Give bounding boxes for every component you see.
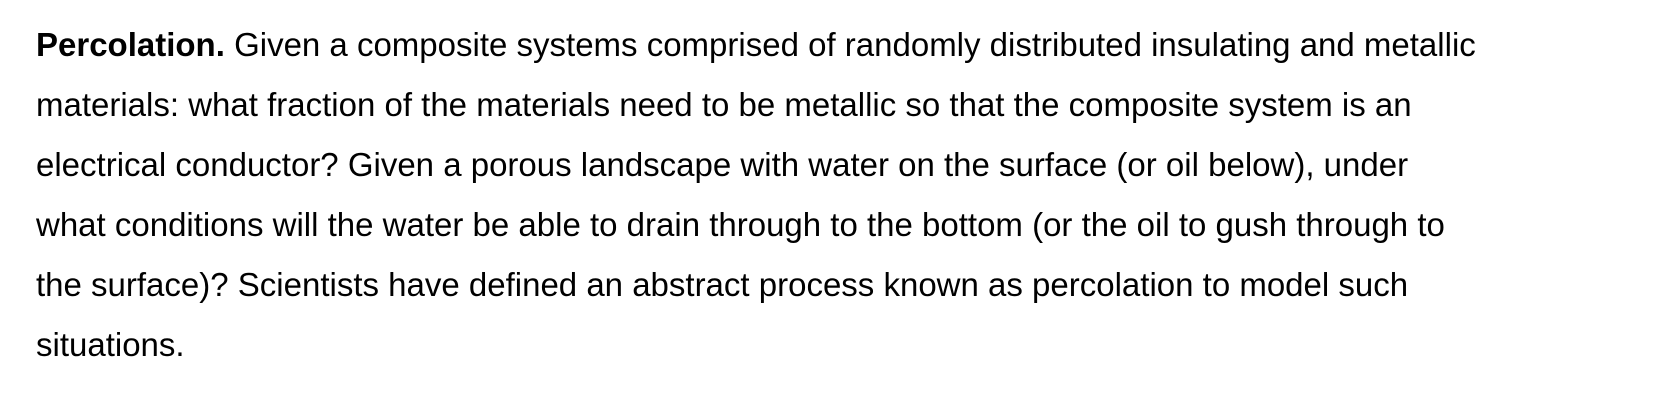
paragraph-line-5: the surface)? Scientists have defined an abstract process known as percolation to model such	[36, 266, 1409, 303]
term-heading: Percolation.	[36, 26, 225, 63]
paragraph-line-4: what conditions will the water be able to drain through to the bottom (or the oil to gush through to	[36, 206, 1445, 243]
paragraph-line-3: electrical conductor? Given a porous landscape with water on the surface (or oil below), under	[36, 146, 1409, 183]
paragraph-line-6: situations.	[36, 326, 185, 363]
paragraph-line-1: Given a composite systems comprised of randomly distributed insulating and metallic	[234, 26, 1476, 63]
percolation-paragraph	[36, 15, 1624, 375]
paragraph-line-2: materials: what fraction of the materials need to be metallic so that the composite system is an	[36, 86, 1412, 123]
